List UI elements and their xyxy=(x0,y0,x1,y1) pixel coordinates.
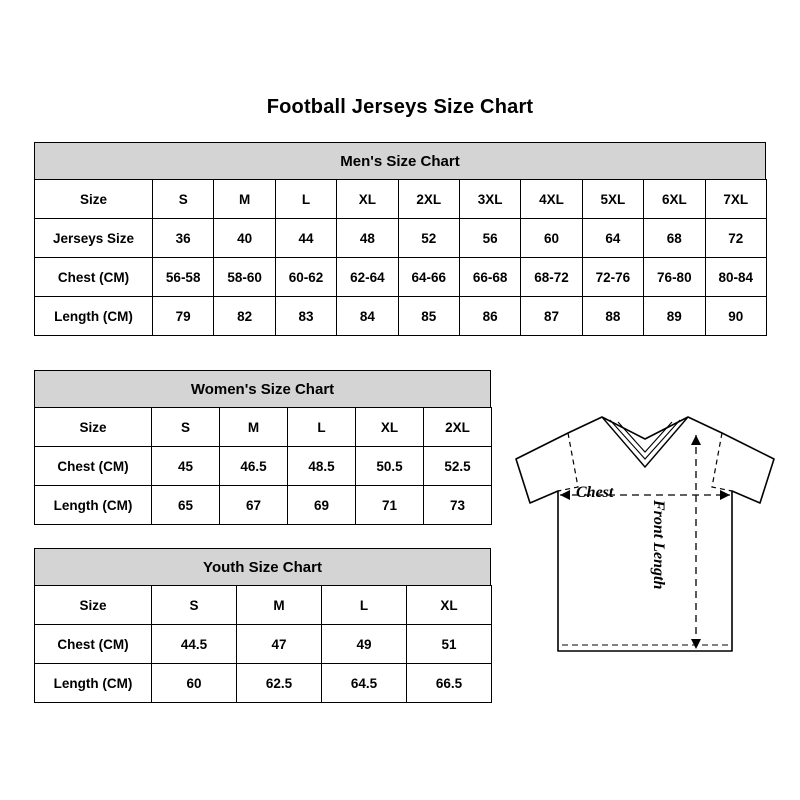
data-cell: 85 xyxy=(398,297,459,336)
size-cell: 2XL xyxy=(424,408,492,447)
womens-size-table xyxy=(34,370,492,525)
data-cell: 80-84 xyxy=(705,258,766,297)
data-cell: 62-64 xyxy=(337,258,398,297)
data-cell: 64-66 xyxy=(398,258,459,297)
table-row xyxy=(35,486,492,525)
data-cell: 36 xyxy=(153,219,214,258)
data-cell: 44.5 xyxy=(152,625,237,664)
data-cell: 87 xyxy=(521,297,582,336)
table-row xyxy=(35,664,492,703)
data-cell: 86 xyxy=(459,297,520,336)
data-cell: 48 xyxy=(337,219,398,258)
table-row xyxy=(35,408,492,447)
chest-measure-label: Chest xyxy=(576,484,614,501)
mens-size-table xyxy=(34,142,767,336)
table-row xyxy=(35,586,492,625)
data-cell: 40 xyxy=(214,219,275,258)
table-row xyxy=(35,219,767,258)
data-cell: 90 xyxy=(705,297,766,336)
data-cell: 50.5 xyxy=(356,447,424,486)
row-label: Chest (CM) xyxy=(35,258,153,297)
data-cell: 48.5 xyxy=(288,447,356,486)
data-cell: 45 xyxy=(152,447,220,486)
data-cell: 64.5 xyxy=(322,664,407,703)
data-cell: 84 xyxy=(337,297,398,336)
data-cell: 76-80 xyxy=(644,258,705,297)
data-cell: 60 xyxy=(521,219,582,258)
data-cell: 51 xyxy=(407,625,492,664)
data-cell: 47 xyxy=(237,625,322,664)
data-cell: 82 xyxy=(214,297,275,336)
size-cell: L xyxy=(322,586,407,625)
row-label: Chest (CM) xyxy=(35,447,152,486)
table-row xyxy=(35,180,767,219)
row-label: Length (CM) xyxy=(35,664,152,703)
data-cell: 52 xyxy=(398,219,459,258)
page-title: Football Jerseys Size Chart xyxy=(266,96,534,118)
data-cell: 64 xyxy=(582,219,643,258)
data-cell: 60-62 xyxy=(275,258,336,297)
size-cell: 6XL xyxy=(644,180,705,219)
data-cell: 79 xyxy=(153,297,214,336)
data-cell: 56 xyxy=(459,219,520,258)
data-cell: 62.5 xyxy=(237,664,322,703)
size-cell: M xyxy=(237,586,322,625)
size-cell: 7XL xyxy=(705,180,766,219)
tshirt-icon xyxy=(500,395,790,685)
size-cell: 2XL xyxy=(398,180,459,219)
youth-size-chart xyxy=(34,548,491,703)
data-cell: 68 xyxy=(644,219,705,258)
mens-size-chart xyxy=(34,142,766,336)
row-label: Length (CM) xyxy=(35,297,153,336)
data-cell: 46.5 xyxy=(220,447,288,486)
row-label: Length (CM) xyxy=(35,486,152,525)
data-cell: 83 xyxy=(275,297,336,336)
data-cell: 71 xyxy=(356,486,424,525)
size-cell: S xyxy=(152,586,237,625)
womens-size-chart xyxy=(34,370,491,525)
youth-table-caption: Youth Size Chart xyxy=(34,548,491,585)
size-cell: 4XL xyxy=(521,180,582,219)
mens-table-caption: Men's Size Chart xyxy=(34,142,766,179)
size-cell: M xyxy=(220,408,288,447)
size-cell: M xyxy=(214,180,275,219)
size-cell: 3XL xyxy=(459,180,520,219)
size-cell: L xyxy=(288,408,356,447)
womens-table-caption: Women's Size Chart xyxy=(34,370,491,407)
data-cell: 65 xyxy=(152,486,220,525)
front-length-measure-label: Front Length xyxy=(650,500,667,590)
table-row xyxy=(35,258,767,297)
data-cell: 72 xyxy=(705,219,766,258)
row-header-size: Size xyxy=(35,180,153,219)
tshirt-measurement-diagram xyxy=(500,395,790,685)
data-cell: 89 xyxy=(644,297,705,336)
data-cell: 88 xyxy=(582,297,643,336)
size-cell: XL xyxy=(337,180,398,219)
data-cell: 52.5 xyxy=(424,447,492,486)
row-label: Jerseys Size xyxy=(35,219,153,258)
data-cell: 58-60 xyxy=(214,258,275,297)
data-cell: 49 xyxy=(322,625,407,664)
size-cell: 5XL xyxy=(582,180,643,219)
table-row xyxy=(35,447,492,486)
data-cell: 60 xyxy=(152,664,237,703)
row-header-size: Size xyxy=(35,586,152,625)
row-header-size: Size xyxy=(35,408,152,447)
size-cell: XL xyxy=(407,586,492,625)
row-label: Chest (CM) xyxy=(35,625,152,664)
data-cell: 72-76 xyxy=(582,258,643,297)
data-cell: 56-58 xyxy=(153,258,214,297)
data-cell: 67 xyxy=(220,486,288,525)
data-cell: 66-68 xyxy=(459,258,520,297)
size-cell: L xyxy=(275,180,336,219)
data-cell: 73 xyxy=(424,486,492,525)
size-cell: S xyxy=(153,180,214,219)
table-row xyxy=(35,297,767,336)
size-cell: XL xyxy=(356,408,424,447)
data-cell: 44 xyxy=(275,219,336,258)
data-cell: 68-72 xyxy=(521,258,582,297)
size-cell: S xyxy=(152,408,220,447)
table-row xyxy=(35,625,492,664)
youth-size-table xyxy=(34,548,492,703)
data-cell: 69 xyxy=(288,486,356,525)
data-cell: 66.5 xyxy=(407,664,492,703)
